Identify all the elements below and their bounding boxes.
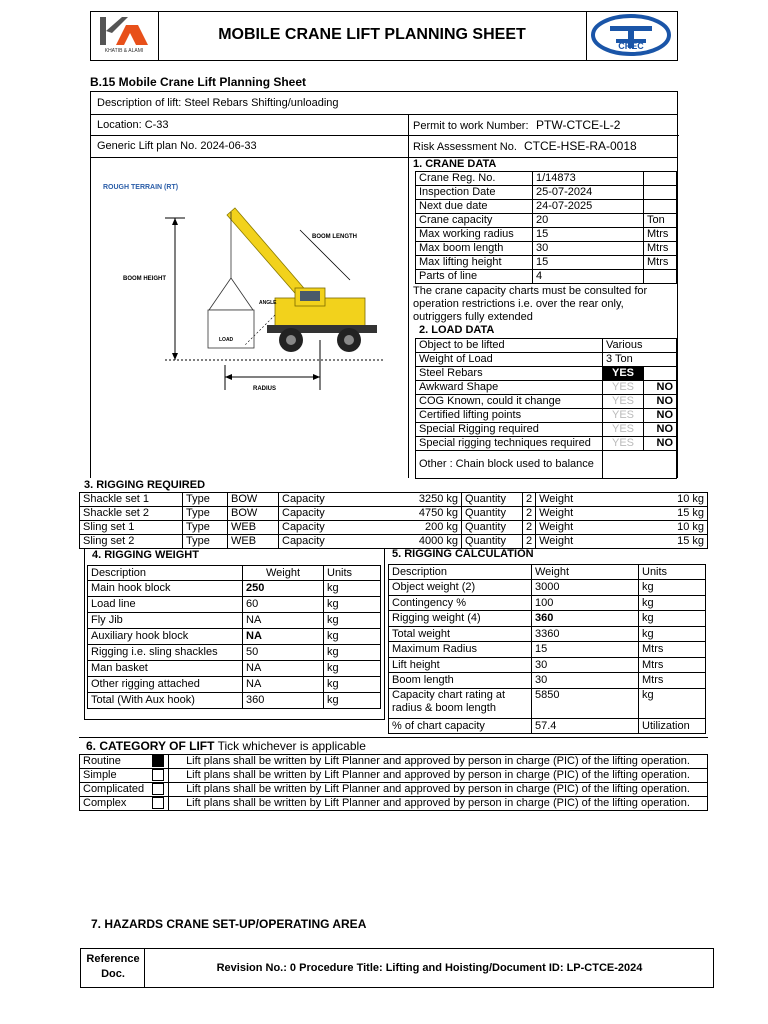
rigging-calc-row xyxy=(389,673,706,689)
radius-label: RADIUS xyxy=(253,386,277,392)
hazards-title: 7. HAZARDS CRANE SET-UP/OPERATING AREA xyxy=(91,917,367,931)
category-rule: Lift plans shall be written by Lift Planner and approved by person in charge (PIC) of the lifting operation. xyxy=(169,769,708,783)
crane-data-label: Max lifting height xyxy=(416,256,533,270)
rc-units: Mtrs xyxy=(639,673,706,689)
rc-description: % of chart capacity xyxy=(389,718,532,734)
weight-label: Weight of Load xyxy=(416,353,603,367)
rigging-calc-header xyxy=(389,565,706,580)
rw-weight: NA xyxy=(243,677,324,693)
object-label: Object to be lifted xyxy=(416,339,603,353)
yes-option[interactable]: YES xyxy=(603,381,644,395)
type-label: Type xyxy=(183,507,228,521)
rc-weight: 100 xyxy=(532,595,639,611)
load-data-table xyxy=(415,338,677,479)
category-row xyxy=(80,797,708,811)
rc-description: Maximum Radius xyxy=(389,642,532,658)
crane-data-row xyxy=(416,242,677,256)
rigging-calc-table xyxy=(388,564,706,734)
weight-label: Weight xyxy=(536,521,593,535)
col-description: Description xyxy=(389,565,532,580)
rigging-type: WEB xyxy=(228,521,279,535)
rc-units: kg xyxy=(639,688,706,718)
crane-data-label: Max boom length xyxy=(416,242,533,256)
category-row xyxy=(80,783,708,797)
rigging-required-row xyxy=(80,493,708,507)
weight-label: Weight xyxy=(536,535,593,549)
rw-weight: 360 xyxy=(243,693,324,709)
rigging-calc-row xyxy=(389,642,706,658)
crane-data-row xyxy=(416,200,677,214)
rc-description: Boom length xyxy=(389,673,532,689)
crane-data-label: Next due date xyxy=(416,200,533,214)
rw-weight: NA xyxy=(243,661,324,677)
rw-units: kg xyxy=(324,597,381,613)
rw-description: Main hook block xyxy=(88,581,243,597)
category-rule: Lift plans shall be written by Lift Planner and approved by person in charge (PIC) of the lifting operation. xyxy=(169,755,708,769)
rc-weight: 30 xyxy=(532,657,639,673)
rigging-type: WEB xyxy=(228,535,279,549)
capacity-label: Capacity xyxy=(279,507,346,521)
load-yes-no-row xyxy=(416,395,677,409)
rw-description: Load line xyxy=(88,597,243,613)
lift-description: Description of lift: Steel Rebars Shifting/unloading xyxy=(97,97,339,109)
steel-label: Steel Rebars xyxy=(416,367,603,381)
yes-option[interactable]: YES xyxy=(603,423,644,437)
no-option[interactable]: NO xyxy=(644,437,677,451)
rigging-calc-row xyxy=(389,688,706,718)
rw-weight: NA xyxy=(243,613,324,629)
rigging-type: BOW xyxy=(228,493,279,507)
rc-weight: 57.4 xyxy=(532,718,639,734)
rigging-calc-title: 5. RIGGING CALCULATION xyxy=(392,548,534,560)
col-units: Units xyxy=(324,566,381,581)
crane-data-row xyxy=(416,256,677,270)
rigging-item-name: Shackle set 2 xyxy=(80,507,183,521)
crane-data-value: 25-07-2024 xyxy=(533,186,644,200)
category-checkbox[interactable] xyxy=(152,783,164,795)
category-rule: Lift plans shall be written by Lift Planner and approved by person in charge (PIC) of the lifting operation. xyxy=(169,783,708,797)
crane-data-row xyxy=(416,186,677,200)
category-checkbox[interactable] xyxy=(152,769,164,781)
rigging-required-row xyxy=(80,535,708,549)
location-row xyxy=(90,114,678,158)
weight-label: Weight xyxy=(536,493,593,507)
rc-units: Mtrs xyxy=(639,657,706,673)
crane-data-value: 24-07-2025 xyxy=(533,200,644,214)
description-row xyxy=(90,91,678,115)
rc-units: Mtrs xyxy=(639,642,706,658)
load-question: Special rigging techniques required xyxy=(416,437,603,451)
rigging-weight-table xyxy=(87,565,381,709)
rigging-quantity: 2 xyxy=(523,507,536,521)
crane-data-unit: Mtrs xyxy=(644,256,677,270)
crane-data-value: 15 xyxy=(533,228,644,242)
rw-weight: 60 xyxy=(243,597,324,613)
rc-weight: 360 xyxy=(532,611,639,627)
no-option[interactable]: NO xyxy=(644,409,677,423)
rc-description: Contingency % xyxy=(389,595,532,611)
rigging-quantity: 2 xyxy=(523,521,536,535)
load-yes-no-row xyxy=(416,437,677,451)
crane-data-row xyxy=(416,228,677,242)
rc-units: kg xyxy=(639,580,706,596)
rigging-weight-row xyxy=(88,581,381,597)
yes-option[interactable]: YES xyxy=(603,395,644,409)
rigging-weight-row xyxy=(88,597,381,613)
col-description: Description xyxy=(88,566,243,581)
crane-data-table xyxy=(415,171,677,284)
quantity-label: Quantity xyxy=(462,521,523,535)
weight-value: 3 Ton xyxy=(603,353,677,367)
crane-note: The crane capacity charts must be consulted for operation restrictions i.e. over the rear only, outriggers fully extended xyxy=(413,285,648,323)
rw-weight: NA xyxy=(243,629,324,645)
rw-description: Other rigging attached xyxy=(88,677,243,693)
load-question: Certified lifting points xyxy=(416,409,603,423)
rigging-capacity: 200 kg xyxy=(345,521,462,535)
right-logo-text: CREC xyxy=(618,41,644,51)
crane-data-unit xyxy=(644,270,677,284)
category-title-line xyxy=(86,739,366,753)
rigging-capacity: 3250 kg xyxy=(345,493,462,507)
yes-option[interactable]: YES xyxy=(603,409,644,423)
rigging-weight: 15 kg xyxy=(592,507,707,521)
rigging-item-name: Shackle set 1 xyxy=(80,493,183,507)
rw-description: Fly Jib xyxy=(88,613,243,629)
category-checkbox[interactable] xyxy=(152,797,164,809)
rc-description: Total weight xyxy=(389,626,532,642)
rigging-required-row xyxy=(80,507,708,521)
risk-label: Risk Assessment No. xyxy=(413,141,517,153)
rigging-weight: 15 kg xyxy=(592,535,707,549)
type-label: Type xyxy=(183,493,228,507)
angle-label: ANGLE xyxy=(259,300,277,306)
rigging-calc-row xyxy=(389,718,706,734)
right-logo xyxy=(590,13,672,57)
crane-data-label: Crane Reg. No. xyxy=(416,172,533,186)
crane-data-value: 15 xyxy=(533,256,644,270)
rigging-weight-title: 4. RIGGING WEIGHT xyxy=(92,549,199,561)
section-title: B.15 Mobile Crane Lift Planning Sheet xyxy=(90,75,307,89)
crane-data-label: Max working radius xyxy=(416,228,533,242)
location-text: Location: C-33 xyxy=(97,119,169,131)
rigging-weight-row xyxy=(88,613,381,629)
rc-units: Utilization xyxy=(639,718,706,734)
crane-data-label: Crane capacity xyxy=(416,214,533,228)
crane-data-value: 1/14873 xyxy=(533,172,644,186)
rigging-item-name: Sling set 2 xyxy=(80,535,183,549)
crane-data-label: Parts of line xyxy=(416,270,533,284)
category-name: Complex xyxy=(80,797,149,811)
category-name: Simple xyxy=(80,769,149,783)
rw-description: Total (With Aux hook) xyxy=(88,693,243,709)
rw-units: kg xyxy=(324,677,381,693)
rigging-weight-row xyxy=(88,645,381,661)
boom-height-label: BOOM HEIGHT xyxy=(123,276,166,282)
rw-weight: 50 xyxy=(243,645,324,661)
rw-description: Auxiliary hook block xyxy=(88,629,243,645)
rw-units: kg xyxy=(324,613,381,629)
category-rule: Lift plans shall be written by Lift Planner and approved by person in charge (PIC) of the lifting operation. xyxy=(169,797,708,811)
left-logo xyxy=(94,13,154,57)
rigging-calc-row xyxy=(389,657,706,673)
rc-weight: 30 xyxy=(532,673,639,689)
weight-label: Weight xyxy=(536,507,593,521)
rigging-required-row xyxy=(80,521,708,535)
type-label: Type xyxy=(183,535,228,549)
rigging-calc-row xyxy=(389,595,706,611)
rc-weight: 3000 xyxy=(532,580,639,596)
rw-units: kg xyxy=(324,661,381,677)
capacity-label: Capacity xyxy=(279,521,346,535)
rigging-weight-row xyxy=(88,629,381,645)
load-question: COG Known, could it change xyxy=(416,395,603,409)
rw-units: kg xyxy=(324,693,381,709)
rw-units: kg xyxy=(324,629,381,645)
crane-data-unit xyxy=(644,172,677,186)
rigging-weight-row xyxy=(88,693,381,709)
crane-data-unit: Mtrs xyxy=(644,242,677,256)
rigging-calc-row xyxy=(389,580,706,596)
object-value: Various xyxy=(603,339,677,353)
category-name: Routine xyxy=(80,755,149,769)
rc-weight: 15 xyxy=(532,642,639,658)
rigging-type: BOW xyxy=(228,507,279,521)
rw-description: Rigging i.e. sling shackles xyxy=(88,645,243,661)
permit-label: Permit to work Number: xyxy=(413,120,529,132)
rw-description: Man basket xyxy=(88,661,243,677)
crane-data-value: 20 xyxy=(533,214,644,228)
steel-value[interactable]: YES xyxy=(603,367,644,381)
rw-units: kg xyxy=(324,645,381,661)
rigging-weight-row xyxy=(88,677,381,693)
generic-plan-text: Generic Lift plan No. 2024-06-33 xyxy=(97,140,257,152)
rc-description: Lift height xyxy=(389,657,532,673)
load-question: Awkward Shape xyxy=(416,381,603,395)
rc-weight: 3360 xyxy=(532,626,639,642)
rc-description: Object weight (2) xyxy=(389,580,532,596)
rw-units: kg xyxy=(324,581,381,597)
rigging-weight: 10 kg xyxy=(592,493,707,507)
header-right-divider xyxy=(586,11,587,61)
category-table xyxy=(79,754,708,811)
terrain-label: ROUGH TERRAIN (RT) xyxy=(103,184,179,191)
rigging-weight-row xyxy=(88,661,381,677)
yes-option[interactable]: YES xyxy=(603,437,644,451)
type-label: Type xyxy=(183,521,228,535)
crane-data-title: 1. CRANE DATA xyxy=(413,158,497,170)
load-question: Special Rigging required xyxy=(416,423,603,437)
crane-data-value: 30 xyxy=(533,242,644,256)
crane-data-row xyxy=(416,172,677,186)
crane-data-unit xyxy=(644,200,677,214)
left-logo-text: KHATIB & ALAMI xyxy=(104,48,144,54)
load-data-title: 2. LOAD DATA xyxy=(419,324,495,336)
category-subtitle: Tick whichever is applicable xyxy=(217,739,366,753)
other-note: Other : Chain block used to balance xyxy=(416,451,603,479)
rc-units: kg xyxy=(639,611,706,627)
crane-data-unit: Ton xyxy=(644,214,677,228)
rc-units: kg xyxy=(639,595,706,611)
crane-data-row xyxy=(416,270,677,284)
reference-doc: Reference Doc. xyxy=(86,953,140,980)
rc-description: Capacity chart rating at radius & boom length xyxy=(389,688,532,718)
quantity-label: Quantity xyxy=(462,507,523,521)
no-option[interactable]: NO xyxy=(644,395,677,409)
rigging-calc-row xyxy=(389,611,706,627)
quantity-label: Quantity xyxy=(462,535,523,549)
category-row xyxy=(80,755,708,769)
load-yes-no-row xyxy=(416,409,677,423)
category-row xyxy=(80,769,708,783)
rc-units: kg xyxy=(639,626,706,642)
capacity-label: Capacity xyxy=(279,493,346,507)
page-title: MOBILE CRANE LIFT PLANNING SHEET xyxy=(218,26,526,43)
rc-weight: 5850 xyxy=(532,688,639,718)
rigging-capacity: 4000 kg xyxy=(345,535,462,549)
risk-value: CTCE-HSE-RA-0018 xyxy=(524,139,637,153)
category-name: Complicated xyxy=(80,783,149,797)
col-weight: Weight xyxy=(243,566,324,581)
revision-text: Revision No.: 0 Procedure Title: Lifting and Hoisting/Document ID: LP-CTCE-2024 xyxy=(216,962,643,974)
rw-weight: 250 xyxy=(243,581,324,597)
rigging-quantity: 2 xyxy=(523,493,536,507)
load-yes-no-row xyxy=(416,381,677,395)
crane-diagram xyxy=(95,170,395,410)
rigging-required-table xyxy=(79,492,708,549)
crane-data-unit: Mtrs xyxy=(644,228,677,242)
permit-value: PTW-CTCE-L-2 xyxy=(536,118,621,132)
rigging-required-title: 3. RIGGING REQUIRED xyxy=(84,479,206,491)
rigging-calc-row xyxy=(389,626,706,642)
quantity-label: Quantity xyxy=(462,493,523,507)
col-units: Units xyxy=(639,565,706,580)
rigging-item-name: Sling set 1 xyxy=(80,521,183,535)
rigging-quantity: 2 xyxy=(523,535,536,549)
col-weight: Weight xyxy=(532,565,639,580)
no-option[interactable]: NO xyxy=(644,423,677,437)
load-label: LOAD xyxy=(219,337,234,343)
load-yes-no-row xyxy=(416,423,677,437)
capacity-label: Capacity xyxy=(279,535,346,549)
crane-data-label: Inspection Date xyxy=(416,186,533,200)
category-title: 6. CATEGORY OF LIFT xyxy=(86,739,215,753)
crane-data-row xyxy=(416,214,677,228)
rigging-weight: 10 kg xyxy=(592,521,707,535)
boom-length-label: BOOM LENGTH xyxy=(312,234,357,240)
no-option[interactable]: NO xyxy=(644,381,677,395)
crane-data-unit xyxy=(644,186,677,200)
category-checkbox[interactable] xyxy=(152,755,164,767)
rigging-weight-header xyxy=(88,566,381,581)
crane-data-value: 4 xyxy=(533,270,644,284)
rc-description: Rigging weight (4) xyxy=(389,611,532,627)
rigging-capacity: 4750 kg xyxy=(345,507,462,521)
